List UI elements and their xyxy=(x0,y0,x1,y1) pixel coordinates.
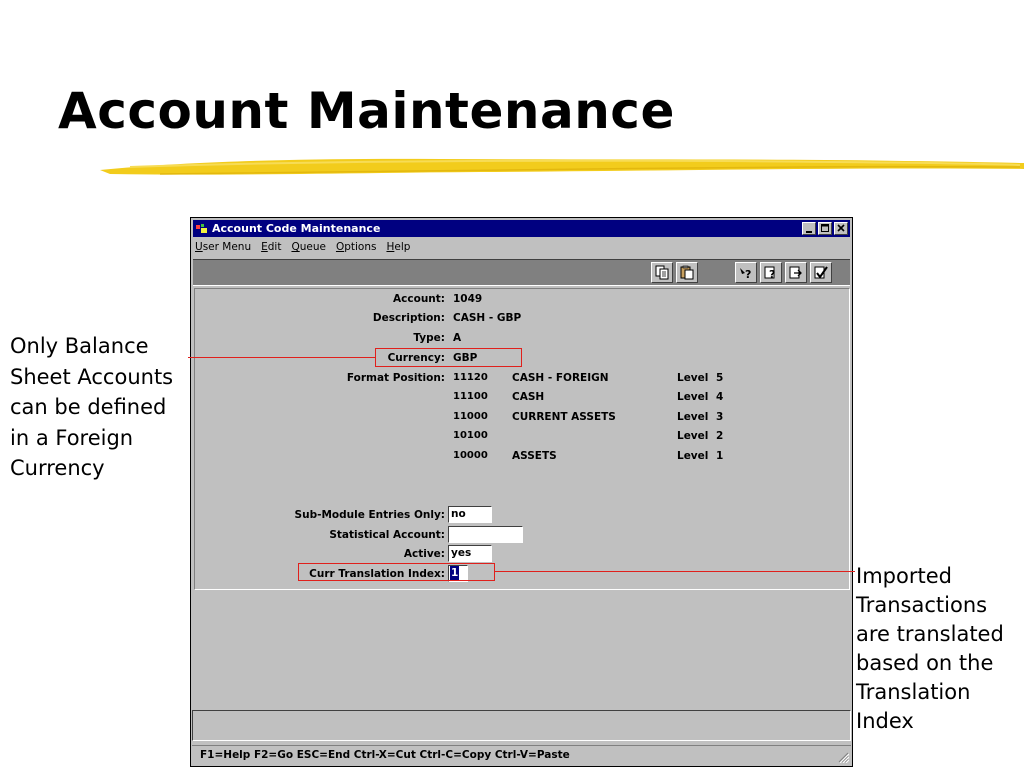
right-callout-leader-line xyxy=(495,571,855,572)
format-code: 11120 xyxy=(453,372,488,383)
format-name: CASH xyxy=(512,391,545,403)
copy-button[interactable] xyxy=(651,262,673,283)
menu-bar xyxy=(195,239,410,256)
menu-edit[interactable]: Edit xyxy=(261,241,282,253)
curr-translation-index-label: Curr Translation Index: xyxy=(309,568,445,580)
menu-user-menu[interactable]: User Menu xyxy=(195,241,252,253)
format-level-label: Level xyxy=(677,391,709,403)
format-level: 5 xyxy=(716,372,724,384)
minimize-icon xyxy=(803,223,815,234)
format-code: 10100 xyxy=(453,430,488,441)
title-underline-brush xyxy=(100,150,1024,184)
maximize-icon xyxy=(819,223,831,234)
left-callout-text: Only Balance Sheet Accounts can be defined in a Foreign Currency xyxy=(10,334,174,480)
curr-translation-index-value: 1 xyxy=(451,567,459,579)
accept-icon xyxy=(814,265,828,280)
description-label: Description: xyxy=(372,312,445,324)
status-bar: F1=Help F2=Go ESC=End Ctrl-X=Cut Ctrl-C=Copy Ctrl-V=Paste xyxy=(192,745,851,764)
copy-icon xyxy=(655,265,669,280)
format-code: 11000 xyxy=(453,411,488,422)
app-icon xyxy=(196,223,208,234)
currency-label: Currency: xyxy=(387,352,445,364)
query-edit-icon xyxy=(764,265,778,280)
format-level: 4 xyxy=(716,391,724,403)
format-code: 11100 xyxy=(453,391,488,402)
export-icon xyxy=(789,265,803,280)
format-level-label: Level xyxy=(677,450,709,462)
account-code-maintenance-window xyxy=(190,217,853,767)
message-area xyxy=(192,710,851,741)
account-label: Account: xyxy=(393,293,445,305)
toolbar xyxy=(193,259,850,286)
menu-options[interactable]: Options xyxy=(335,241,377,253)
format-name: CASH - FOREIGN xyxy=(512,372,609,384)
paste-icon xyxy=(680,265,694,280)
right-callout-text: Imported Transactions are translated based on the Translation Index xyxy=(856,564,1004,733)
left-callout-leader-line xyxy=(188,357,375,358)
format-name: ASSETS xyxy=(512,450,557,462)
maximize-button[interactable] xyxy=(818,222,832,235)
active-input[interactable]: yes xyxy=(448,545,492,562)
translation-index-highlight-box xyxy=(298,563,495,581)
account-form-panel xyxy=(194,288,850,590)
format-level: 2 xyxy=(716,430,724,442)
format-level-label: Level xyxy=(677,372,709,384)
close-button[interactable] xyxy=(834,222,848,235)
description-value: CASH - GBP xyxy=(453,312,522,324)
format-level-label: Level xyxy=(677,430,709,442)
statistical-account-input[interactable] xyxy=(448,526,523,543)
query-icon xyxy=(739,265,753,280)
format-level-label: Level xyxy=(677,411,709,423)
type-label: Type: xyxy=(413,332,445,344)
accept-button[interactable] xyxy=(810,262,832,283)
slide-title: Account Maintenance xyxy=(58,82,675,140)
active-label: Active: xyxy=(403,548,445,560)
query-button[interactable] xyxy=(735,262,757,283)
submodule-entries-input[interactable]: no xyxy=(448,506,492,523)
statistical-account-label: Statistical Account: xyxy=(329,529,445,541)
account-value: 1049 xyxy=(453,293,483,305)
format-position-label: Format Position: xyxy=(346,372,445,384)
currency-highlight-box xyxy=(375,348,522,367)
window-titlebar[interactable] xyxy=(193,220,850,237)
menu-help[interactable]: Help xyxy=(386,241,411,253)
close-icon xyxy=(835,223,847,234)
format-level: 3 xyxy=(716,411,724,423)
format-level: 1 xyxy=(716,450,724,462)
format-code: 10000 xyxy=(453,450,488,461)
window-title: Account Code Maintenance xyxy=(212,222,381,235)
export-button[interactable] xyxy=(785,262,807,283)
minimize-button[interactable] xyxy=(802,222,816,235)
query-edit-button[interactable] xyxy=(760,262,782,283)
format-name: CURRENT ASSETS xyxy=(512,411,616,423)
svg-text:?: ? xyxy=(745,268,752,280)
submodule-entries-label: Sub-Module Entries Only: xyxy=(294,509,445,521)
svg-text:?: ? xyxy=(769,268,776,280)
menu-queue[interactable]: Queue xyxy=(291,241,326,253)
currency-value: GBP xyxy=(453,352,478,364)
resize-grip-icon[interactable] xyxy=(837,751,849,763)
paste-button[interactable] xyxy=(676,262,698,283)
type-value: A xyxy=(453,332,462,344)
